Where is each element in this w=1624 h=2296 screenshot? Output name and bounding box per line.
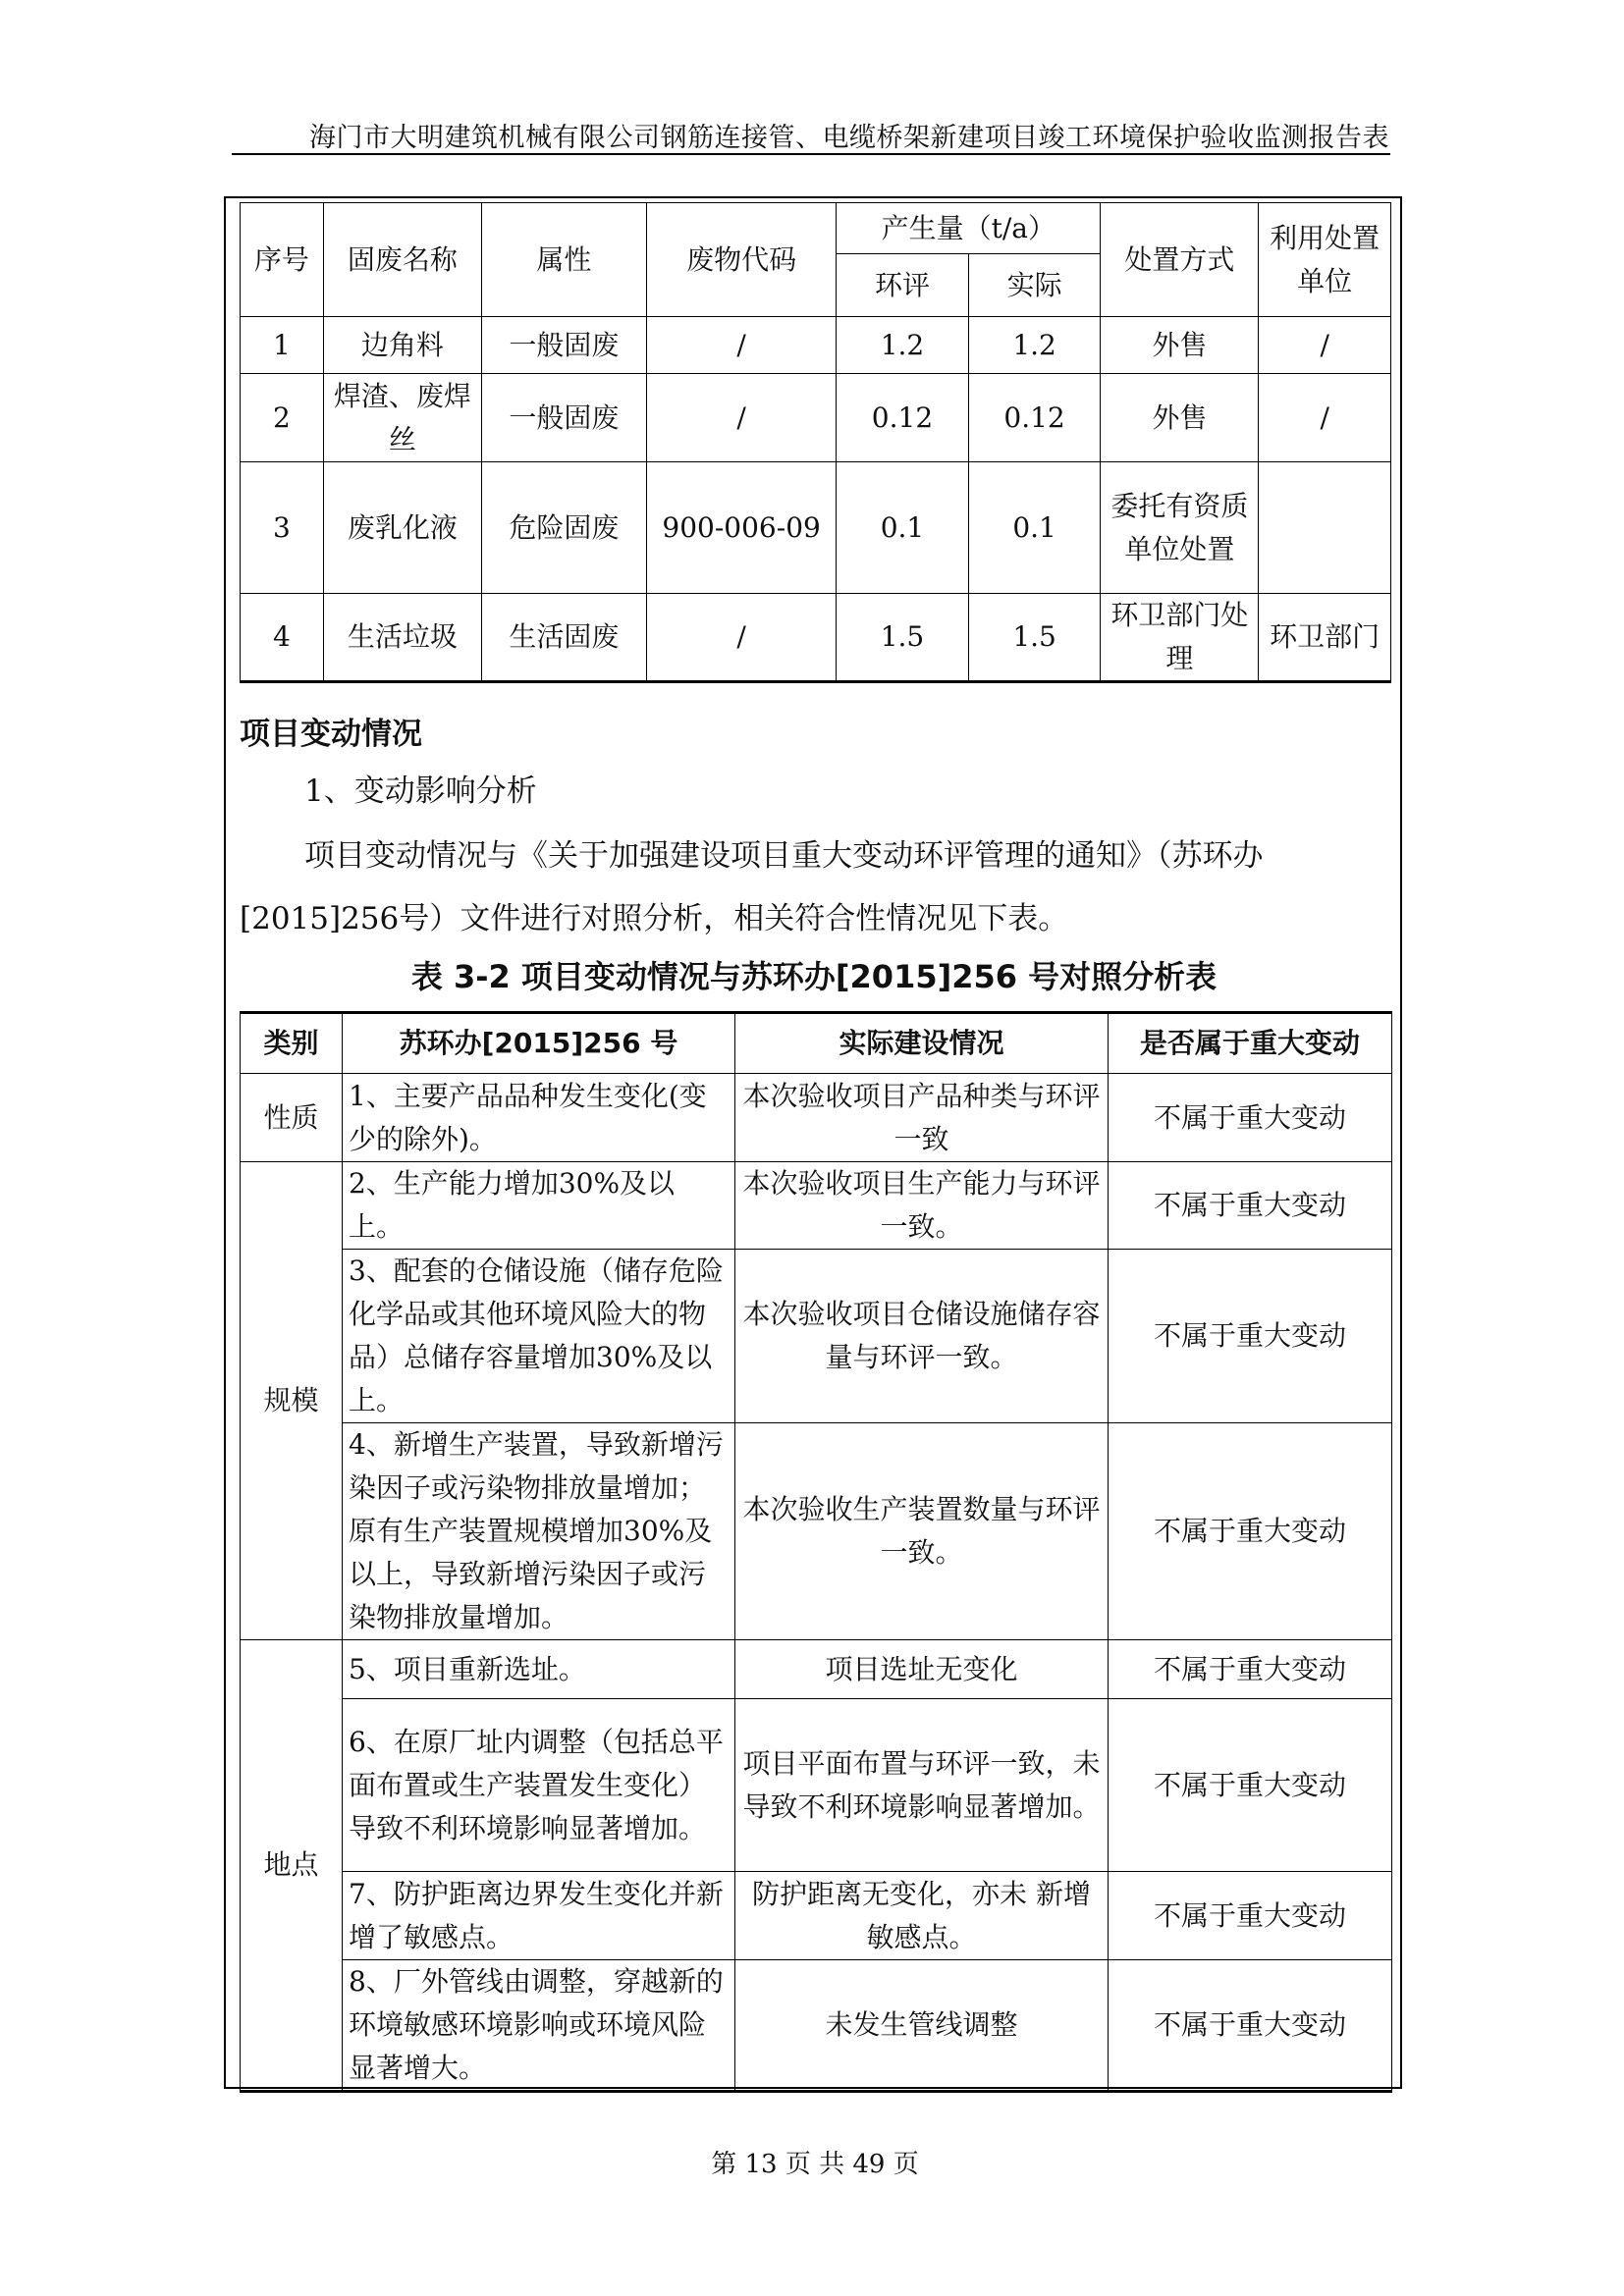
cell-actual: 项目平面布置与环评一致，未导致不利环境影响显著增加。 — [735, 1699, 1109, 1872]
cell-seq: 3 — [241, 462, 324, 594]
cell-unit — [1259, 462, 1391, 594]
cell-attribute: 一般固废 — [481, 374, 646, 462]
cell-major: 不属于重大变动 — [1109, 1872, 1392, 1960]
header-category: 类别 — [241, 1013, 343, 1074]
header-code: 废物代码 — [647, 203, 837, 317]
cell-name: 边角料 — [323, 317, 481, 374]
category-scale: 规模 — [241, 1162, 343, 1640]
table-row — [241, 1960, 1392, 2092]
cell-actual: 未发生管线调整 — [735, 1960, 1109, 2092]
cell-seq: 2 — [241, 374, 324, 462]
cell-code: / — [647, 374, 837, 462]
cell-disposal: 外售 — [1101, 317, 1259, 374]
cell-major: 不属于重大变动 — [1109, 1640, 1392, 1699]
cell-eia: 1.2 — [837, 317, 969, 374]
header-unit: 利用处置单位 — [1259, 203, 1391, 317]
section-heading: 项目变动情况 — [240, 717, 422, 752]
table-caption: 表 3-2 项目变动情况与苏环办[2015]256 号对照分析表 — [410, 958, 1218, 995]
cell-disposal: 委托有资质单位处置 — [1101, 462, 1259, 594]
category-location: 地点 — [241, 1640, 343, 2092]
cell-actual: 本次验收项目产品种类与环评一致 — [735, 1074, 1109, 1162]
cell-major: 不属于重大变动 — [1109, 1423, 1392, 1640]
header-major: 是否属于重大变动 — [1109, 1013, 1392, 1074]
cell-actual: 1.2 — [968, 317, 1101, 374]
header-actual: 实际建设情况 — [735, 1013, 1109, 1074]
table-row — [241, 594, 1391, 682]
cell-major: 不属于重大变动 — [1109, 1699, 1392, 1872]
header-rule — [232, 153, 1390, 155]
body-paragraph: 项目变动情况与《关于加强建设项目重大变动环评管理的通知》（苏环办[2015]256号）文件进行对照分析，相关符合性情况见下表。 — [240, 838, 1264, 936]
cell-disposal: 外售 — [1101, 374, 1259, 462]
header-rule: 苏环办[2015]256 号 — [343, 1013, 735, 1074]
cell-actual: 0.1 — [968, 462, 1101, 594]
cell-major: 不属于重大变动 — [1109, 1250, 1392, 1423]
cell-rule: 5、项目重新选址。 — [343, 1640, 735, 1699]
cell-rule: 4、新增生产装置，导致新增污染因子或污染物排放量增加；原有生产装置规模增加30%及以上，导致新增污染因子或污染物排放量增加。 — [343, 1423, 735, 1640]
header-amount: 产生量（t/a） — [837, 203, 1101, 254]
cell-eia: 0.12 — [837, 374, 969, 462]
cell-major: 不属于重大变动 — [1109, 1162, 1392, 1250]
cell-actual: 0.12 — [968, 374, 1101, 462]
table-row — [241, 1640, 1392, 1699]
sub-heading: 1、变动影响分析 — [304, 774, 537, 809]
cell-actual: 项目选址无变化 — [735, 1640, 1109, 1699]
header-amount-actual: 实际 — [968, 254, 1101, 317]
cell-attribute: 危险固废 — [481, 462, 646, 594]
cell-seq: 1 — [241, 317, 324, 374]
cell-rule: 3、配套的仓储设施（储存危险化学品或其他环境风险大的物品）总储存容量增加30%及以上。 — [343, 1250, 735, 1423]
cell-rule: 8、厂外管线由调整，穿越新的环境敏感环境影响或环境风险显著增大。 — [343, 1960, 735, 2092]
page-footer: 第 13 页 共 49 页 — [711, 2150, 919, 2179]
cell-eia: 1.5 — [837, 594, 969, 682]
cell-name: 生活垃圾 — [323, 594, 481, 682]
table-row — [241, 1699, 1392, 1872]
cell-seq: 4 — [241, 594, 324, 682]
table-row — [241, 374, 1391, 462]
cell-rule: 7、防护距离边界发生变化并新增了敏感点。 — [343, 1872, 735, 1960]
table-row — [241, 1872, 1392, 1960]
table-row — [241, 317, 1391, 374]
cell-actual: 防护距离无变化，亦未 新增敏感点。 — [735, 1872, 1109, 1960]
cell-code: / — [647, 317, 837, 374]
table-row — [241, 1250, 1392, 1423]
table-row — [241, 1162, 1392, 1250]
header-attribute: 属性 — [481, 203, 646, 317]
header-name: 固废名称 — [323, 203, 481, 317]
cell-code: 900-006-09 — [647, 462, 837, 594]
category-nature: 性质 — [241, 1074, 343, 1162]
cell-unit: / — [1259, 374, 1391, 462]
table-row — [241, 1074, 1392, 1162]
cell-attribute: 一般固废 — [481, 317, 646, 374]
cell-code: / — [647, 594, 837, 682]
cell-actual: 本次验收生产装置数量与环评一致。 — [735, 1423, 1109, 1640]
cell-disposal: 环卫部门处理 — [1101, 594, 1259, 682]
cell-eia: 0.1 — [837, 462, 969, 594]
cell-rule: 6、在原厂址内调整（包括总平面布置或生产装置发生变化）导致不利环境影响显著增加。 — [343, 1699, 735, 1872]
cell-actual: 1.5 — [968, 594, 1101, 682]
header-disposal: 处置方式 — [1101, 203, 1259, 317]
cell-unit: 环卫部门 — [1259, 594, 1391, 682]
cell-actual: 本次验收项目生产能力与环评一致。 — [735, 1162, 1109, 1250]
cell-attribute: 生活固废 — [481, 594, 646, 682]
solid-waste-table — [240, 202, 1391, 683]
header-seq: 序号 — [241, 203, 324, 317]
cell-major: 不属于重大变动 — [1109, 1074, 1392, 1162]
cell-actual: 本次验收项目仓储设施储存容量与环评一致。 — [735, 1250, 1109, 1423]
cell-name: 焊渣、废焊丝 — [323, 374, 481, 462]
page-header: 海门市大明建筑机械有限公司钢筋连接管、电缆桥架新建项目竣工环境保护验收监测报告表 — [309, 123, 1389, 153]
cell-rule: 1、主要产品品种发生变化(变少的除外)。 — [343, 1074, 735, 1162]
table-row — [241, 462, 1391, 594]
cell-unit: / — [1259, 317, 1391, 374]
cell-major: 不属于重大变动 — [1109, 1960, 1392, 2092]
table-row — [241, 1423, 1392, 1640]
cell-name: 废乳化液 — [323, 462, 481, 594]
header-amount-eia: 环评 — [837, 254, 969, 317]
change-analysis-table — [240, 1011, 1392, 2093]
cell-rule: 2、生产能力增加30%及以上。 — [343, 1162, 735, 1250]
